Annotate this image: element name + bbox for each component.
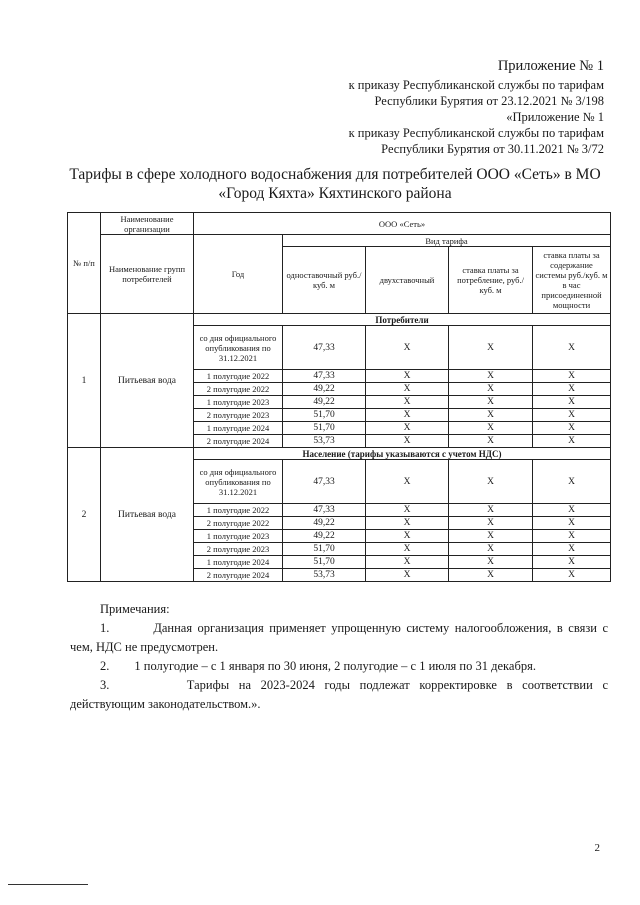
prior-appendix-title: «Приложение № 1 — [506, 110, 604, 124]
period-cell: 1 полугодие 2022 — [194, 504, 283, 517]
single-rate-cell: 49,22 — [283, 383, 366, 396]
notes-block — [70, 600, 608, 714]
single-rate-cell: 51,70 — [283, 422, 366, 435]
two-rate-cell: X — [366, 543, 449, 556]
single-rate-cell: 49,22 — [283, 517, 366, 530]
single-rate-header: одноставочный руб./ куб. м — [283, 247, 366, 314]
two-rate-cell: X — [366, 396, 449, 409]
period-cell: 2 полугодие 2024 — [194, 569, 283, 582]
consumption-rate-cell: X — [449, 370, 533, 383]
consumption-rate-cell: X — [449, 504, 533, 517]
period-cell: 1 полугодие 2023 — [194, 530, 283, 543]
org-label-header: Наименование организации — [101, 213, 194, 235]
maintenance-rate-cell: X — [533, 422, 611, 435]
maintenance-rate-cell: X — [533, 326, 611, 370]
single-rate-cell: 47,33 — [283, 326, 366, 370]
two-rate-cell: X — [366, 409, 449, 422]
maintenance-rate-cell: X — [533, 383, 611, 396]
consumption-rate-cell: X — [449, 530, 533, 543]
maintenance-rate-cell: X — [533, 409, 611, 422]
period-cell: 2 полугодие 2022 — [194, 517, 283, 530]
maintenance-rate-cell: X — [533, 530, 611, 543]
maintenance-rate-cell: X — [533, 370, 611, 383]
period-cell: 1 полугодие 2022 — [194, 370, 283, 383]
note-2-text: 1 полугодие – с 1 января по 30 июня, 2 полугодие – с 1 июля по 31 декабря. — [134, 659, 536, 673]
single-rate-cell: 51,70 — [283, 543, 366, 556]
note-1-continuation: чем, НДС не предусмотрен. — [70, 640, 219, 654]
section-header-row — [68, 314, 611, 326]
notes-heading: Примечания: — [100, 602, 170, 616]
maintenance-rate-cell: X — [533, 504, 611, 517]
section-title: Потребители — [194, 314, 611, 326]
year-header: Год — [194, 235, 283, 314]
period-cell: 1 полугодие 2024 — [194, 556, 283, 569]
title-line-1: Тарифы в сфере холодного водоснабжения для потребителей ООО «Сеть» в МО — [69, 166, 601, 183]
document-title — [40, 165, 630, 203]
consumer-group: Питьевая вода — [101, 448, 194, 582]
consumption-rate-cell: X — [449, 556, 533, 569]
title-line-2: «Город Кяхта» Кяхтинского района — [218, 185, 452, 202]
two-rate-cell: X — [366, 569, 449, 582]
tariff-table — [67, 212, 611, 582]
period-cell: 2 полугодие 2023 — [194, 409, 283, 422]
tariff-type-header: Вид тарифа — [283, 235, 611, 247]
consumption-rate-cell: X — [449, 460, 533, 504]
single-rate-cell: 53,73 — [283, 569, 366, 582]
two-rate-cell: X — [366, 530, 449, 543]
note-3-continuation: действующим законодательством.». — [70, 697, 261, 711]
maintenance-rate-cell: X — [533, 569, 611, 582]
consumption-rate-cell: X — [449, 409, 533, 422]
order-ref-line: к приказу Республиканской службы по тарифам — [348, 78, 604, 92]
groups-header: Наименование групп потребителей — [101, 235, 194, 314]
prior-order-ref-line: к приказу Республиканской службы по тарифам — [348, 126, 604, 140]
note-1-number: 1. — [100, 621, 110, 635]
single-rate-cell: 51,70 — [283, 556, 366, 569]
consumer-group: Питьевая вода — [101, 314, 194, 448]
maintenance-rate-cell: X — [533, 435, 611, 448]
note-3-first-line — [70, 676, 608, 695]
period-cell: со дня официального опубликования по 31.12.2021 — [194, 460, 283, 504]
period-cell: 2 полугодие 2022 — [194, 383, 283, 396]
single-rate-cell: 49,22 — [283, 530, 366, 543]
maintenance-rate-cell: X — [533, 396, 611, 409]
period-cell: 2 полугодие 2023 — [194, 543, 283, 556]
prior-order-date-line: Республики Бурятия от 30.11.2021 № 3/72 — [381, 142, 604, 156]
two-rate-cell: X — [366, 326, 449, 370]
page-number: 2 — [594, 842, 600, 854]
single-rate-cell: 47,33 — [283, 460, 366, 504]
consumption-rate-header: ставка платы за потребление, руб./ куб. м — [449, 247, 533, 314]
org-name-header: ООО «Сеть» — [194, 213, 611, 235]
note-1-first-line — [70, 619, 608, 638]
consumption-rate-cell: X — [449, 517, 533, 530]
single-rate-cell: 47,33 — [283, 370, 366, 383]
row-number: 2 — [68, 448, 101, 582]
period-cell: 1 полугодие 2024 — [194, 422, 283, 435]
consumption-rate-cell: X — [449, 435, 533, 448]
two-rate-cell: X — [366, 517, 449, 530]
note-3-number: 3. — [100, 678, 110, 692]
maintenance-rate-cell: X — [533, 460, 611, 504]
section-header-row — [68, 448, 611, 460]
note-2-number: 2. — [100, 659, 110, 673]
single-rate-cell: 47,33 — [283, 504, 366, 517]
two-rate-cell: X — [366, 460, 449, 504]
two-rate-cell: X — [366, 370, 449, 383]
col-num-header: № п/п — [68, 213, 101, 314]
period-cell: со дня официального опубликования по 31.12.2021 — [194, 326, 283, 370]
row-number: 1 — [68, 314, 101, 448]
period-cell: 2 полугодие 2024 — [194, 435, 283, 448]
order-date-line: Республики Бурятия от 23.12.2021 № 3/198 — [374, 94, 604, 108]
period-cell: 1 полугодие 2023 — [194, 396, 283, 409]
note-2 — [70, 657, 608, 676]
two-rate-cell: X — [366, 435, 449, 448]
maintenance-rate-cell: X — [533, 517, 611, 530]
maintenance-rate-cell: X — [533, 543, 611, 556]
footnote-rule — [8, 884, 88, 885]
consumption-rate-cell: X — [449, 543, 533, 556]
two-rate-cell: X — [366, 422, 449, 435]
note-3-text: Тарифы на 2023-2024 годы подлежат корректировке в соответствии с — [186, 678, 608, 692]
maintenance-rate-cell: X — [533, 556, 611, 569]
two-rate-cell: X — [366, 383, 449, 396]
single-rate-cell: 53,73 — [283, 435, 366, 448]
note-1-text: Данная организация применяет упрощенную систему налогообложения, в связи с — [153, 621, 608, 635]
single-rate-cell: 51,70 — [283, 409, 366, 422]
consumption-rate-cell: X — [449, 396, 533, 409]
consumption-rate-cell: X — [449, 326, 533, 370]
consumption-rate-cell: X — [449, 383, 533, 396]
section-title: Население (тарифы указываются с учетом НДС) — [194, 448, 611, 460]
consumption-rate-cell: X — [449, 422, 533, 435]
two-rate-cell: X — [366, 556, 449, 569]
single-rate-cell: 49,22 — [283, 396, 366, 409]
two-rate-cell: X — [366, 504, 449, 517]
two-rate-header: двухставочный — [366, 247, 449, 314]
consumption-rate-cell: X — [449, 569, 533, 582]
maintenance-rate-header: ставка платы за содержание системы руб./куб. м в час присоединенной мощности — [533, 247, 611, 314]
appendix-title: Приложение № 1 — [497, 58, 604, 74]
